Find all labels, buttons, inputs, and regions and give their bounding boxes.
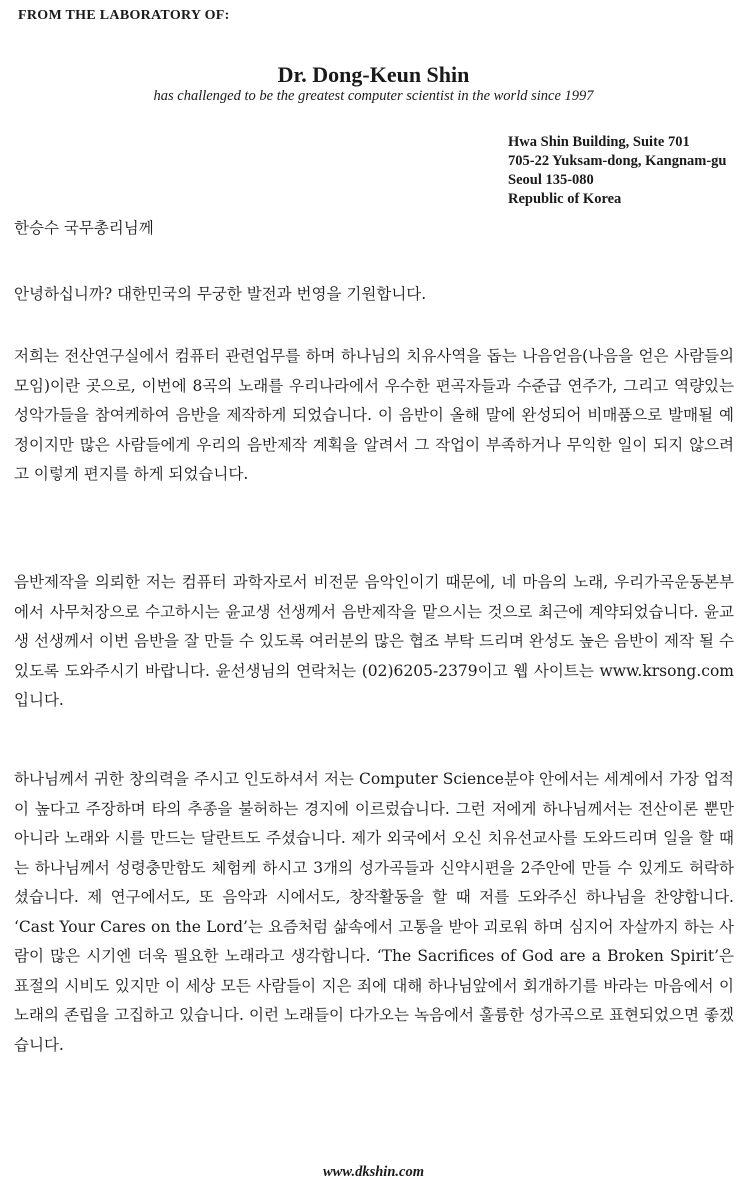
sender-tagline: has challenged to be the greatest computer scientist in the world since 1997 xyxy=(153,88,594,104)
address-line: 705-22 Yuksam-dong, Kangnam-gu xyxy=(508,153,727,169)
address-line: Seoul 135-080 xyxy=(508,172,594,188)
sender-name: Dr. Dong-Keun Shin xyxy=(277,62,470,87)
from-laboratory-label: FROM THE LABORATORY OF: xyxy=(18,8,230,23)
paragraph-testimony: 하나님께서 귀한 창의력을 주시고 인도하셔서 저는 Computer Science분야 안에서는 세계에서 가장 업적이 높다고 주장하며 타의 추종을 불허하는 경지에 이르렀습니다. 그런 저에게 하나님께서는 전산이론 뿐만 아니라 노래와 시를 만드는 달란트도 주셨습니다. 제가 외국에서 오신 치유선교사를 도와드리며 일을 할 때는 하나님께서 성령충만함도 체험케 하시고 3개의 성가곡들과 신약시편을 2주안에 만들 수 있게도 허락하셨습니다. 제 연구에서도, 또 음악과 시에서도, 창작활동을 할 때 저를 도와주신 하나님을 찬양합니다. ‘Cast Your Cares on the Lord’는 요즘처럼 삶속에서 고통을 받아 괴로워 하며 심지어 자살까지 하는 사람이 많은 시기엔 더욱 필요한 노래라고 생각합니다. ‘The Sacrifices of God are a Broken Spirit’은 표절의 시비도 있지만 이 세상 모든 사람들이 지은 죄에 대해 하나님앞에서 회개하기를 바라는 마음에서 이 노래의 존립을 고집하고 있습니다. 이런 노래들이 다가오는 녹음에서 훌륭한 성가곡으로 표현되었으면 좋겠습니다. xyxy=(14,770,734,1054)
paragraph-greeting: 안녕하십니까? 대한민국의 무궁한 발전과 번영을 기원합니다. xyxy=(14,285,427,303)
salutation: 한승수 국무총리님께 xyxy=(14,219,154,237)
footer-website: www.dkshin.com xyxy=(323,1164,424,1180)
sender-address xyxy=(508,133,727,209)
paragraph-album-intro: 저희는 전산연구실에서 컴퓨터 관련업무를 하며 하나님의 치유사역을 돕는 나음얻음(나음을 얻은 사람들의 모임)이란 곳으로, 이번에 8곡의 노래를 우리나라에서 우수한 편곡자들과 수준급 연주가, 그리고 역량있는 성악가들을 참여케하여 음반을 제작하게 되었습니다. 이 음반이 올해 말에 완성되어 비매품으로 발매될 예정이지만 많은 사람들에게 우리의 음반제작 계획을 알려서 그 작업이 부족하거나 무익한 일이 되지 않으려고 이렇게 편지를 하게 되었습니다. xyxy=(14,347,734,483)
paragraph-producer: 음반제작을 의뢰한 저는 컴퓨터 과학자로서 비전문 음악인이기 때문에, 네 마음의 노래, 우리가곡운동본부에서 사무처장으로 수고하시는 윤교생 선생께서 음반제작을 맡으시는 것으로 최근에 계약되었습니다. 윤교생 선생께서 이번 음반을 잘 만들 수 있도록 여러분의 많은 협조 부탁 드리며 완성도 높은 음반이 제작 될 수 있도록 도와주시기 바랍니다. 윤선생님의 연락처는 (02)6205-2379이고 웹 사이트는 www.krsong.com입니다. xyxy=(14,573,734,709)
address-line: Republic of Korea xyxy=(508,191,622,207)
address-line: Hwa Shin Building, Suite 701 xyxy=(508,134,690,150)
